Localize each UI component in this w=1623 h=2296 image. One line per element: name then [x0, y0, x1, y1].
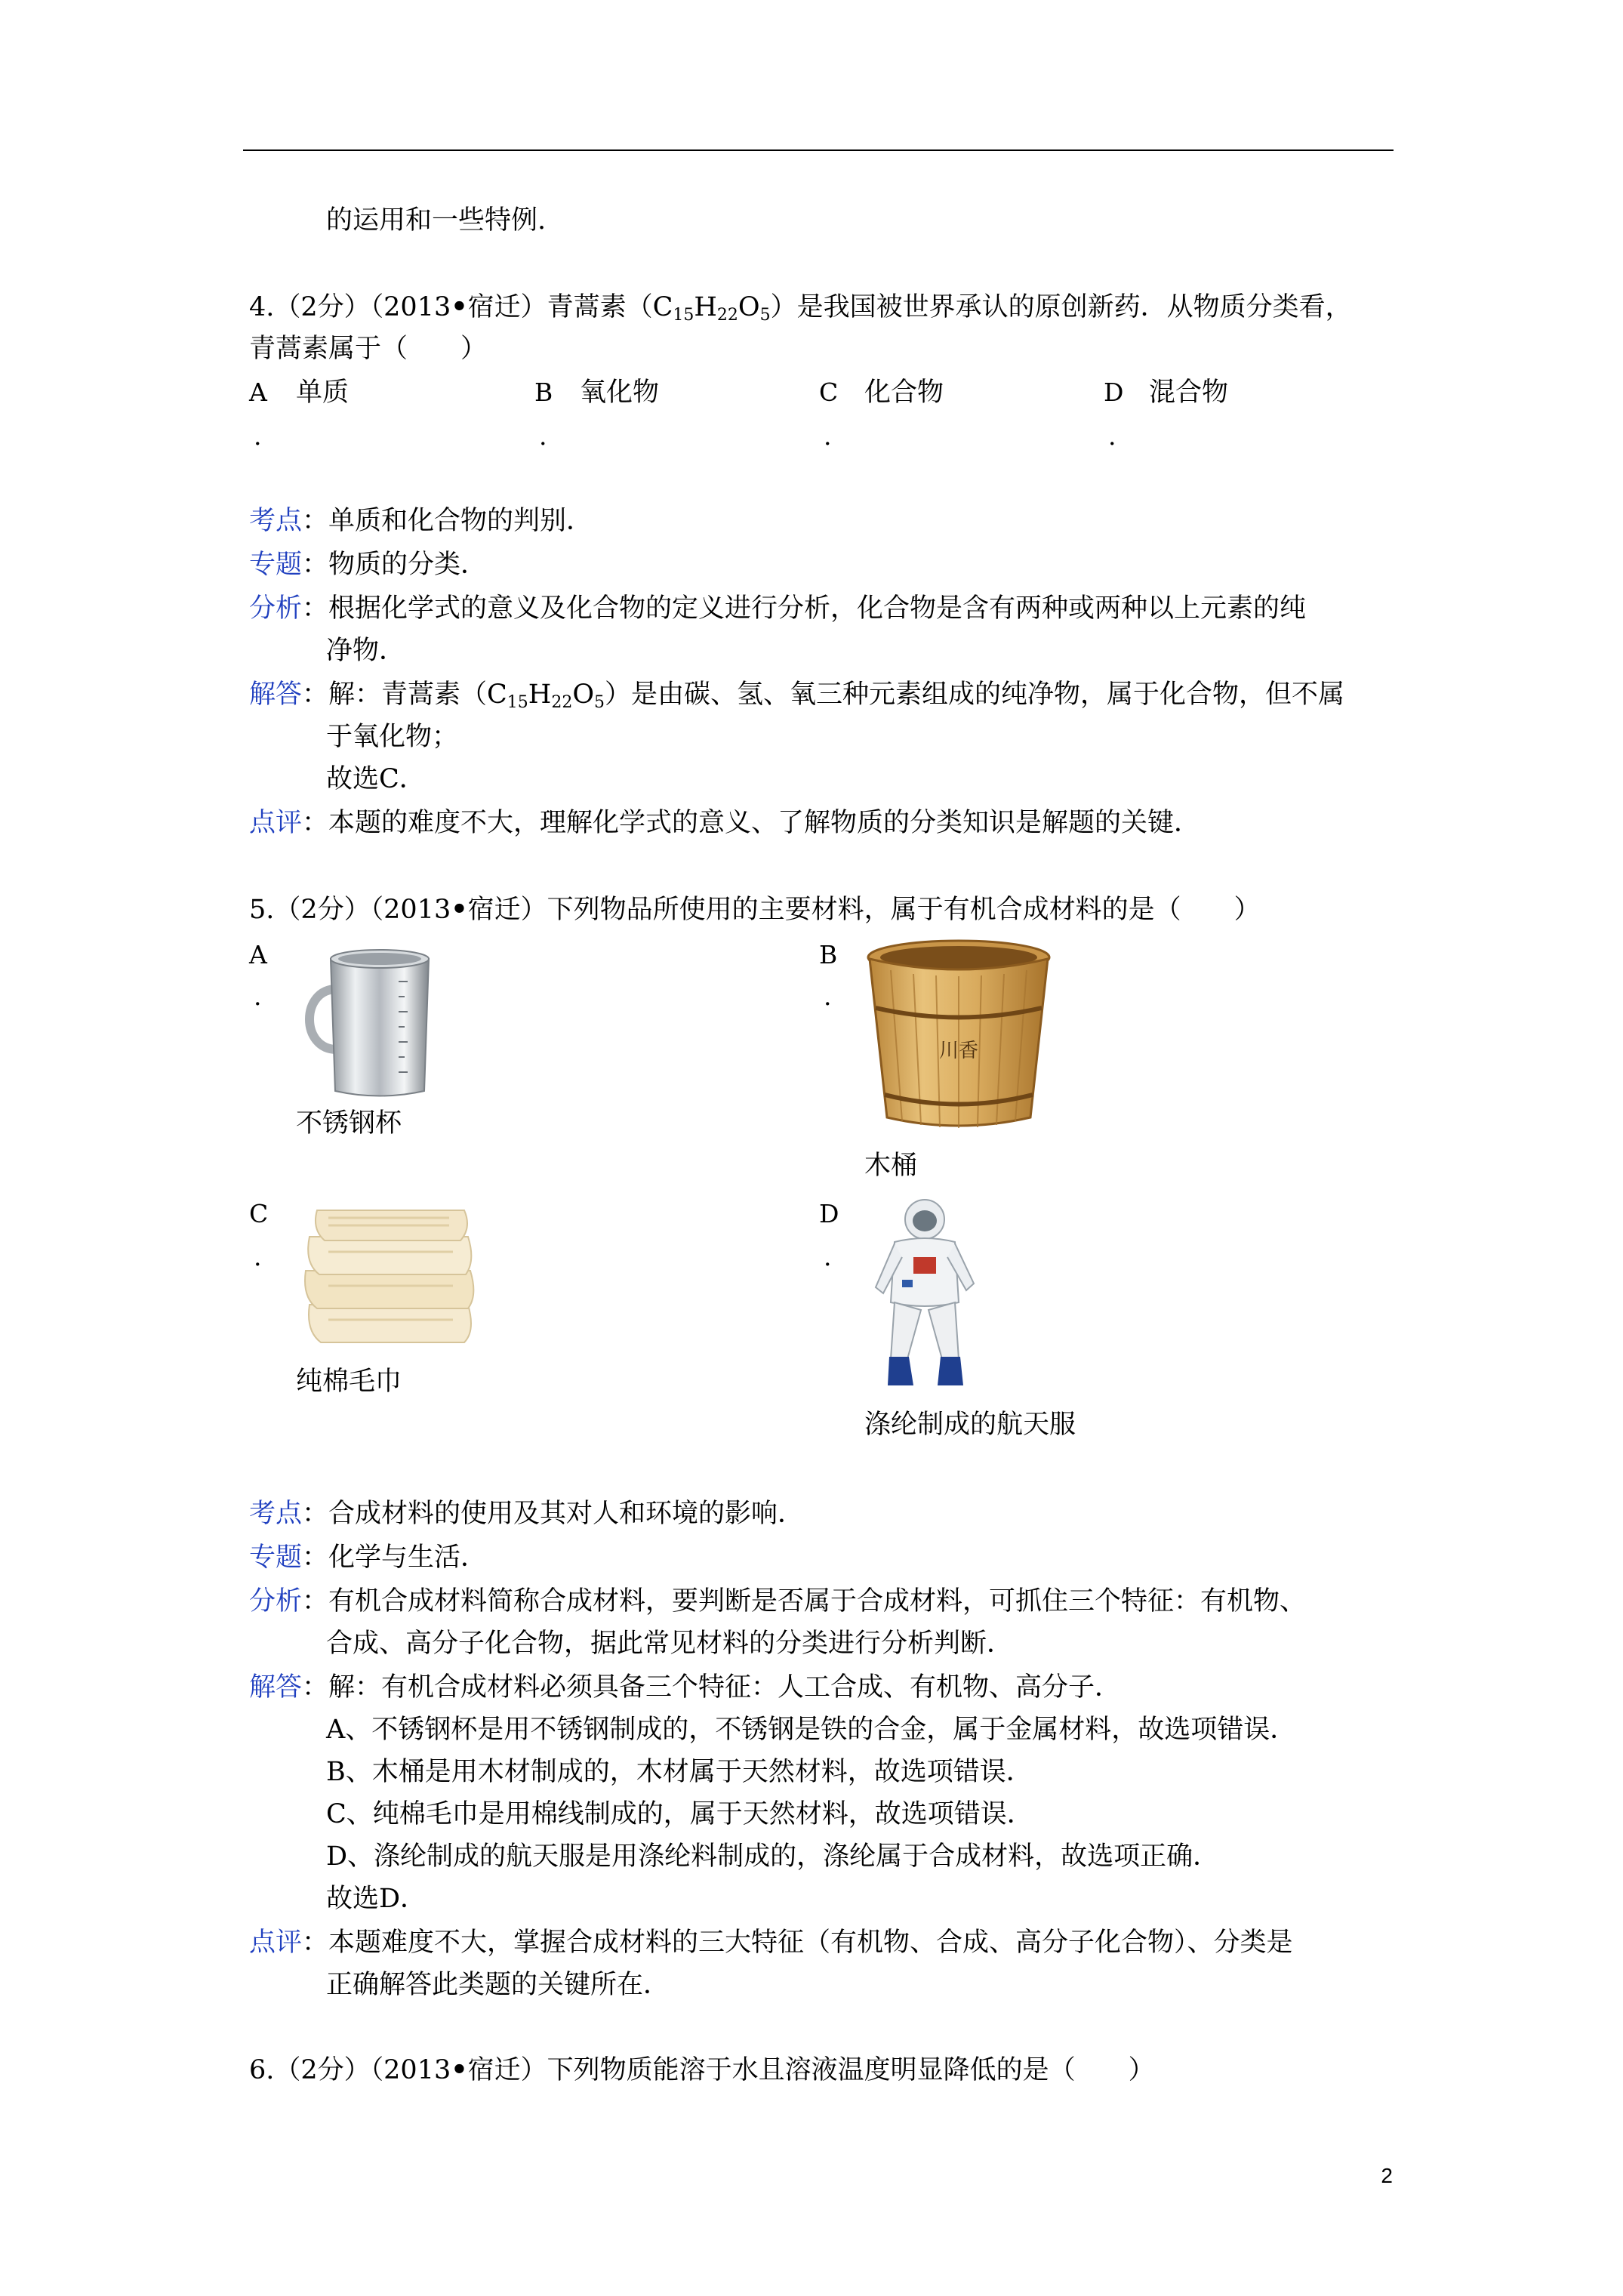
q4-option-d-dot: .: [1108, 421, 1116, 451]
continued-line: 的运用和一些特例.: [326, 205, 547, 236]
wooden-bucket-image: [861, 936, 1057, 1140]
q5-jieda-a: A、不锈钢杯是用不锈钢制成的，不锈钢是铁的合金，属于金属材料，故选项错误．: [326, 1715, 1297, 1745]
q5-zhuanti: 专题：化学与生活．: [249, 1542, 488, 1573]
q5-option-c-dot: .: [254, 1242, 262, 1271]
q4-option-b-text: 氧化物: [580, 378, 660, 408]
q5-dianping-cont: 正确解答此类题的关键所在．: [326, 1970, 670, 2000]
q4-option-c-dot: .: [824, 421, 832, 451]
q5-option-c-letter: C: [249, 1199, 269, 1228]
steel-cup-image: [293, 936, 444, 1102]
q5-stem: 5.（2分）（2013•宿迁）下列物品所使用的主要材料，属于有机合成材料的是（ ）: [249, 894, 1261, 925]
q5-jieda-b: B、木桶是用木材制成的，木材属于天然材料，故选项错误．: [326, 1757, 1033, 1787]
header-rule: [243, 149, 1394, 151]
cotton-towel-image: [298, 1199, 479, 1350]
q4-jieda-cont1: 于氧化物；: [326, 722, 459, 752]
q5-fenxi-cont: 合成、高分子化合物，据此常见材料的分类进行分析判断．: [326, 1629, 1014, 1659]
q6-stem: 6.（2分）（2013•宿迁）下列物质能溶于水且溶液温度明显降低的是（ ）: [249, 2054, 1155, 2085]
q5-option-a-caption: 不锈钢杯: [296, 1108, 402, 1139]
q5-jieda-c: C、纯棉毛巾是用棉线制成的，属于天然材料，故选项错误．: [326, 1799, 1033, 1829]
q4-option-b-letter: B: [534, 378, 553, 407]
q4-option-a-dot: .: [254, 421, 262, 451]
q5-jieda: 解答：解：有机合成材料必须具备三个特征：人工合成、有机物、高分子．: [249, 1672, 1122, 1703]
q5-option-d-caption: 涤纶制成的航天服: [864, 1410, 1076, 1440]
q4-jieda-cont2: 故选C．: [326, 764, 426, 794]
q5-jieda-answer: 故选D．: [326, 1884, 427, 1914]
q4-option-c-letter: C: [819, 378, 839, 407]
q4-option-a-letter: A: [249, 378, 267, 407]
q4-stem-line2: 青蒿素属于（ ）: [249, 334, 488, 364]
q4-option-d-text: 混合物: [1149, 378, 1229, 408]
q5-fenxi: 分析：有机合成材料简称合成材料，要判断是否属于合成材料，可抓住三个特征：有机物、: [249, 1586, 1307, 1616]
q5-option-a-letter: A: [249, 940, 267, 969]
q4-option-a-text: 单质: [296, 378, 350, 408]
q5-option-d-letter: D: [819, 1199, 839, 1228]
q5-option-a-dot: .: [254, 982, 262, 1011]
q5-dianping: 点评：本题难度不大，掌握合成材料的三大特征（有机物、合成、高分子化合物）、分类是: [249, 1928, 1293, 1958]
q4-option-b-dot: .: [539, 421, 547, 451]
q4-zhuanti: 专题：物质的分类．: [249, 550, 488, 580]
q4-option-c-text: 化合物: [864, 378, 944, 408]
svg-text:川香: 川香: [938, 1040, 979, 1062]
q4-option-d-letter: D: [1104, 378, 1124, 407]
q5-option-b-letter: B: [819, 940, 838, 969]
q5-option-d-dot: .: [824, 1242, 832, 1271]
q5-option-b-caption: 木桶: [864, 1151, 918, 1181]
q4-fenxi-cont: 净物．: [326, 636, 406, 666]
q5-option-c-caption: 纯棉毛巾: [296, 1367, 402, 1397]
q4-stem-line1: 4.（2分）（2013•宿迁）青蒿素$(C_{15}H_{22}O_5)$是我国被世界承认的原创新药．从物质分类看，: [249, 291, 1352, 325]
q4-jieda: 解答：解：青蒿素$(C_{15}H_{22}O_5)$是由碳、氢、氧三种元素组成的纯净物，属于化合物，但不属: [249, 680, 1345, 712]
q5-jieda-d: D、涤纶制成的航天服是用涤纶料制成的，涤纶属于合成材料，故选项正确．: [326, 1841, 1220, 1872]
space-suit-image: [861, 1197, 989, 1393]
q5-option-b-dot: .: [824, 982, 832, 1011]
q4-fenxi: 分析：根据化学式的意义及化合物的定义进行分析，化合物是含有两种或两种以上元素的纯: [249, 593, 1307, 624]
q4-kaodian: 考点：单质和化合物的判别．: [249, 506, 593, 536]
page-number: 2: [1381, 2164, 1393, 2187]
q4-dianping: 点评：本题的难度不大，理解化学式的意义、了解物质的分类知识是解题的关键．: [249, 808, 1201, 838]
q5-kaodian: 考点：合成材料的使用及其对人和环境的影响．: [249, 1499, 805, 1529]
